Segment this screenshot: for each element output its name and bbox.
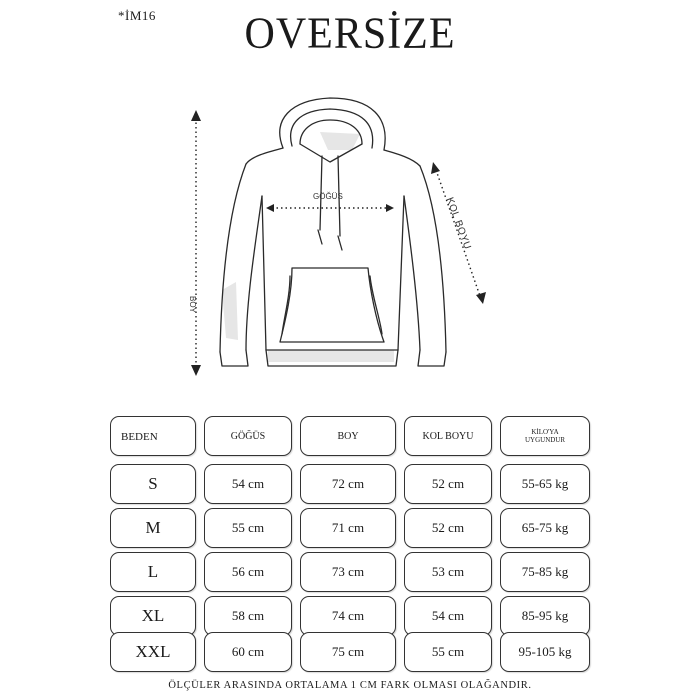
header-sleeve: KOL BOYU xyxy=(404,416,492,456)
weight-cell: 55-65 kg xyxy=(500,464,590,504)
length-cell: 73 cm xyxy=(300,552,396,592)
size-cell: S xyxy=(110,464,196,504)
chest-cell: 55 cm xyxy=(204,508,292,548)
sleeve-label: KOL BOYU xyxy=(443,196,473,252)
sleeve-cell: 52 cm xyxy=(404,464,492,504)
table-row xyxy=(110,632,590,672)
weight-cell: 95-105 kg xyxy=(500,632,590,672)
chest-label: GÖĞÜS xyxy=(313,192,343,201)
chest-cell: 54 cm xyxy=(204,464,292,504)
size-chart-table xyxy=(110,416,590,671)
header-weight-line1: KİLO'YA xyxy=(531,428,559,436)
table-row xyxy=(110,596,590,636)
header-weight xyxy=(500,416,590,456)
header-length: BOY xyxy=(300,416,396,456)
product-code: *İM16 xyxy=(118,8,156,23)
table-header-row xyxy=(110,416,590,456)
length-cell: 74 cm xyxy=(300,596,396,636)
sleeve-cell: 55 cm xyxy=(404,632,492,672)
sleeve-cell: 53 cm xyxy=(404,552,492,592)
weight-cell: 65-75 kg xyxy=(500,508,590,548)
table-row xyxy=(110,552,590,592)
chest-cell: 60 cm xyxy=(204,632,292,672)
chest-cell: 56 cm xyxy=(204,552,292,592)
table-row xyxy=(110,508,590,548)
footer-note: ÖLÇÜLER ARASINDA ORTALAMA 1 CM FARK OLMASI OLAĞANDIR. xyxy=(168,680,532,691)
weight-cell: 75-85 kg xyxy=(500,552,590,592)
size-cell: XXL xyxy=(110,632,196,672)
chest-cell: 58 cm xyxy=(204,596,292,636)
header-size: BEDEN xyxy=(110,416,196,456)
size-cell: L xyxy=(110,552,196,592)
header-chest: GÖĞÜS xyxy=(204,416,292,456)
length-cell: 75 cm xyxy=(300,632,396,672)
length-label: BOY xyxy=(188,296,197,313)
size-cell: M xyxy=(110,508,196,548)
sleeve-cell: 54 cm xyxy=(404,596,492,636)
table-row xyxy=(110,464,590,504)
length-cell: 71 cm xyxy=(300,508,396,548)
sleeve-cell: 52 cm xyxy=(404,508,492,548)
size-cell: XL xyxy=(110,596,196,636)
length-cell: 72 cm xyxy=(300,464,396,504)
header-weight-line2: UYGUNDUR xyxy=(524,436,566,444)
page-title: OVERSİZE xyxy=(244,9,456,59)
weight-cell: 85-95 kg xyxy=(500,596,590,636)
